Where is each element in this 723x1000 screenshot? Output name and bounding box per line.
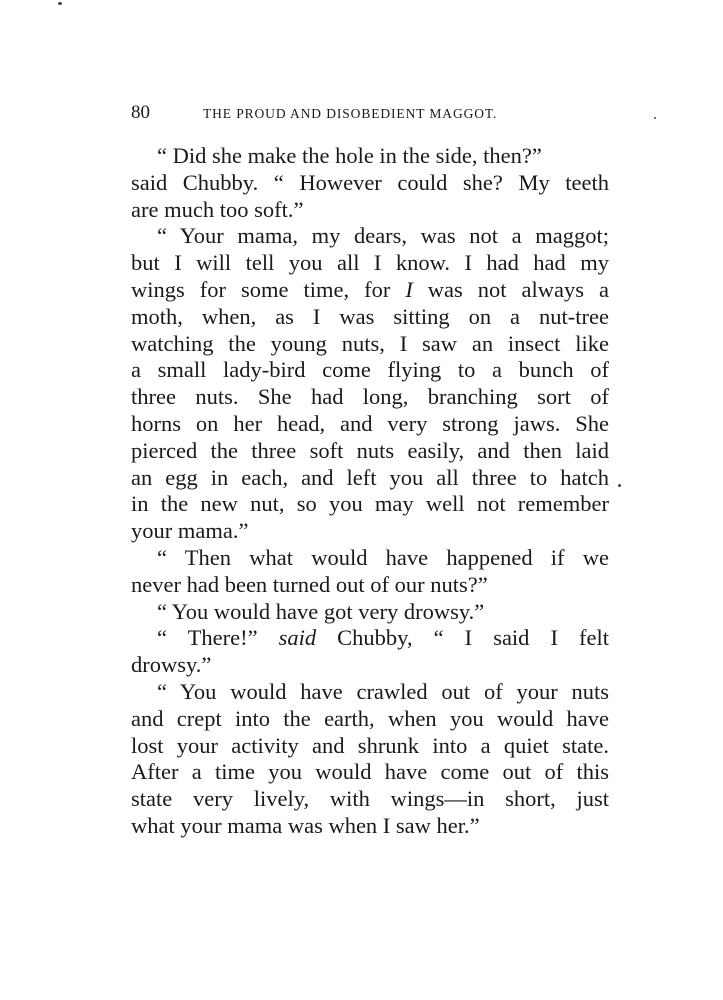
ink-speck-top-left (58, 2, 62, 5)
text-line: “ Your mama, my dears, was not a maggot; (157, 223, 609, 249)
text-line: watching the young nuts, I saw an insect like (131, 330, 609, 356)
text-line: what your mama was when I saw her.” (131, 812, 480, 838)
text-line: “ You would have got very drowsy.” (157, 598, 485, 624)
ink-speck-right-lower (618, 484, 621, 487)
text-line: “ Did she make the hole in the side, then?” (157, 143, 542, 168)
text-line: your mama.” (131, 518, 249, 544)
ink-speck-right (654, 117, 656, 119)
text-line: never had been turned out of our nuts?” (131, 571, 488, 597)
text-line: moth, when, as I was sitting on a nut-tree (131, 303, 609, 329)
body-text (131, 143, 609, 840)
text-line: are much too soft.” (131, 196, 304, 222)
text-line: drowsy.” (131, 652, 212, 678)
text-line: in the new nut, so you may well not remember (131, 491, 609, 517)
text-line: “ Then what would have happened if we (157, 544, 609, 570)
text-line: “ You would have crawled out of your nuts (157, 678, 609, 704)
text-line: said Chubby. “ However could she? My teeth (131, 169, 609, 195)
text-line: a small lady-bird come flying to a bunch of (131, 357, 609, 383)
text-line: and crept into the earth, when you would have (131, 705, 609, 731)
text-line: an egg in each, and left you all three to hatch (131, 464, 609, 490)
page-number: 80 (131, 102, 150, 123)
running-title: THE PROUD AND DISOBEDIENT MAGGOT. (203, 106, 498, 121)
text-line: After a time you would have come out of this (131, 759, 609, 785)
text-line: wings for some time, for I was not always a (131, 276, 609, 302)
text-line: lost your activity and shrunk into a quiet state. (131, 732, 609, 758)
text-line: but I will tell you all I know. I had had my (131, 250, 609, 276)
text-line: three nuts. She had long, branching sort of (131, 384, 609, 410)
text-line: “ There!” said Chubby, “ I said I felt (157, 625, 609, 651)
text-line: horns on her head, and very strong jaws. She (131, 410, 609, 436)
text-line: state very lively, with wings—in short, just (131, 786, 609, 812)
running-head (131, 101, 609, 125)
text-line: pierced the three soft nuts easily, and then laid (131, 437, 609, 463)
